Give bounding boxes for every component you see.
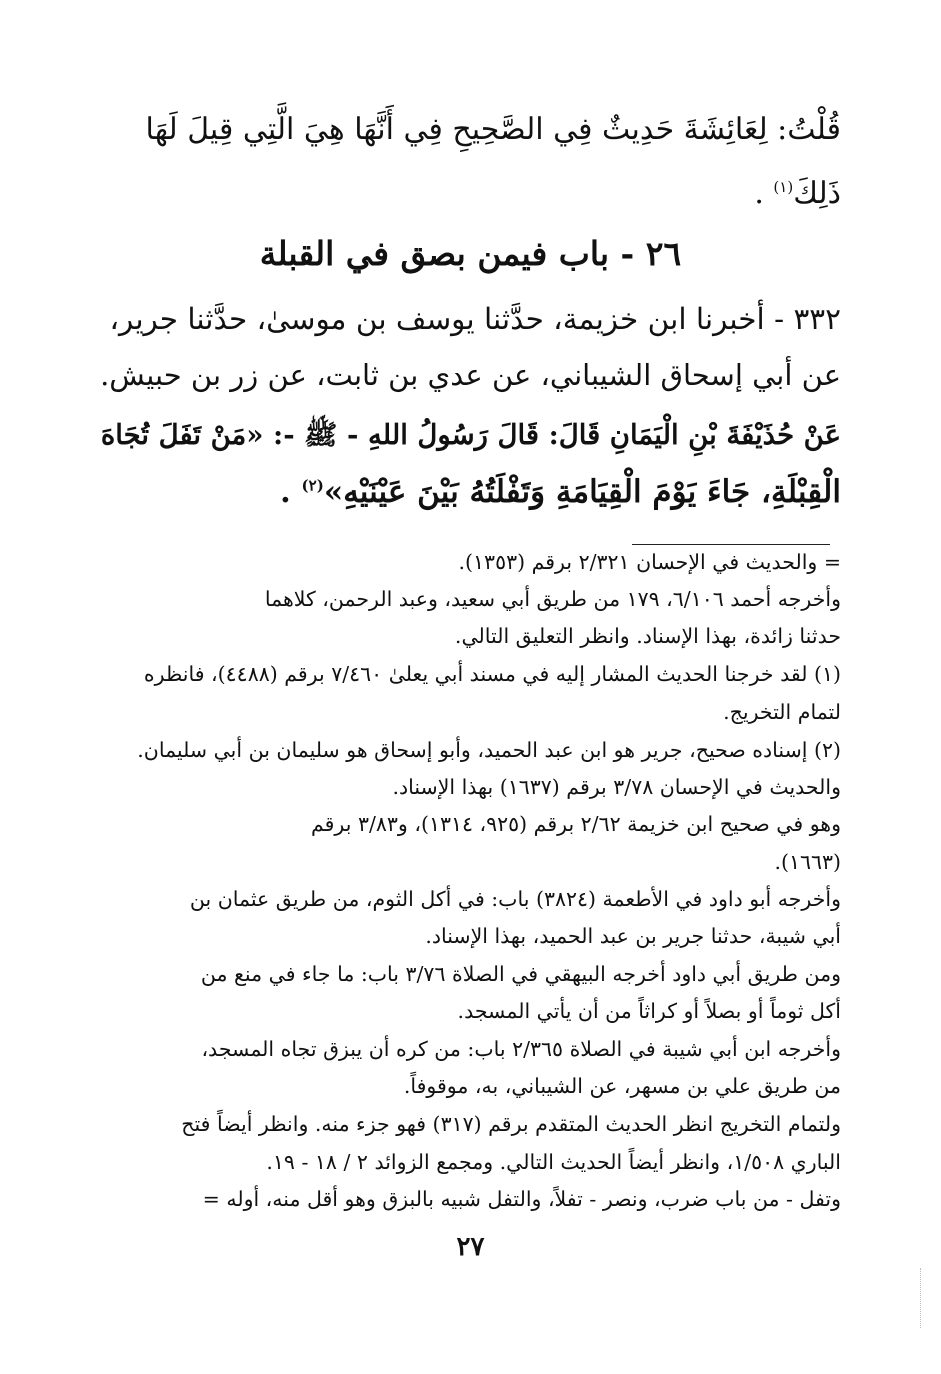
footnote-line: والحديث في الإحسان ٣/٧٨ برقم (١٦٣٧) بهذا الإسناد. (392, 775, 841, 799)
footnote-line: وأخرجه ابن أبي شيبة في الصلاة ٢/٣٦٥ باب: من كره أن يبزق تجاه المسجد، (201, 1037, 841, 1061)
footnote-line: من طريق علي بن مسهر، عن الشيباني، به، موقوفاً. (403, 1074, 841, 1098)
matn-line-2 (100, 474, 841, 510)
footnote-line: حدثنا زائدة، بهذا الإسناد. وانظر التعليق التالي. (454, 624, 841, 648)
footnote-line: ومن طريق أبي داود أخرجه البيهقي في الصلاة ٣/٧٦ باب: ما جاء في منع من (200, 962, 841, 986)
main-text-line-1: قُلْتُ: لِعَائِشَةَ حَدِيثٌ فِي الصَّحِيحِ فِي أَنَّهَا هِيَ الَّتِي قِيلَ لَهَا (145, 112, 841, 147)
main-text-period: . (754, 176, 764, 211)
isnad-line-1: ٣٣٢ - أخبرنا ابن خزيمة، حدَّثنا يوسف بن موسىٰ، حدَّثنا جرير، (109, 302, 841, 336)
matn-line-1: عَنْ حُذَيْفَةَ بْنِ الْيَمَانِ قَالَ: قَالَ رَسُولُ اللهِ - ﷺ -: «مَنْ تَفَلَ تُجَاهَ (100, 419, 841, 451)
footnote-line: الباري ١/٥٠٨، وانظر أيضاً الحديث التالي. ومجمع الزوائد ٢ / ١٨ - ١٩. (266, 1150, 841, 1174)
main-text-word: ذَلِكَ (793, 176, 841, 211)
footnote-divider (632, 544, 830, 545)
scan-edge-mark (914, 1268, 921, 1328)
footnote-line: ولتمام التخريج انظر الحديث المتقدم برقم (٣١٧) فهو جزء منه. وانظر أيضاً فتح (181, 1112, 841, 1136)
footnote-line: لتمام التخريج. (723, 700, 841, 724)
footnote-line: (١٦٦٣). (774, 850, 841, 874)
footnote-line: وأخرجه أبو داود في الأطعمة (٣٨٢٤) باب: في أكل الثوم، من طريق عثمان بن (189, 887, 841, 911)
isnad-line-2: عن أبي إسحاق الشيباني، عن عدي بن ثابت، عن زر بن حبيش. (100, 358, 841, 392)
chapter-heading: ٢٦ - باب فيمن بصق في القبلة (259, 234, 682, 273)
footnote-line: أبي شيبة، حدثنا جرير بن عبد الحميد، بهذا الإسناد. (425, 924, 841, 948)
footnote-line: (٢) إسناده صحيح، جرير هو ابن عبد الحميد، وأبو إسحاق هو سليمان بن أبي سليمان. (137, 738, 841, 762)
footnote-line: وهو في صحيح ابن خزيمة ٢/٦٢ برقم (٩٢٥، ١٣١٤)، و٣/٨٣ برقم (310, 812, 841, 836)
footnote-line: = والحديث في الإحسان ٢/٣٢١ برقم (١٣٥٣). (458, 550, 841, 574)
page-number: ٢٧ (456, 1232, 485, 1262)
footnote-ref-2: (٢) (301, 476, 324, 495)
main-text-line-2 (100, 176, 841, 211)
footnote-ref-1: (١) (773, 178, 794, 196)
matn-text: الْقِبْلَةِ، جَاءَ يَوْمَ الْقِيَامَةِ وَتَفْلَتُهُ بَيْنَ عَيْنَيْهِ» (323, 474, 841, 510)
footnote-line: وتفل - من باب ضرب، ونصر - تفلاً، والتفل شبيه بالبزق وهو أقل منه، أوله = (202, 1187, 841, 1211)
matn-period: . (279, 474, 291, 510)
footnote-line: أكل ثوماً أو بصلاً أو كراثاً من أن يأتي المسجد. (457, 999, 841, 1023)
footnote-line: وأخرجه أحمد ٦/١٠٦، ١٧٩ من طريق أبي سعيد، وعبد الرحمن، كلاهما (264, 587, 841, 611)
footnote-line: (١) لقد خرجنا الحديث المشار إليه في مسند أبي يعلىٰ ٧/٤٦٠ برقم (٤٤٨٨)، فانظره (143, 662, 841, 686)
